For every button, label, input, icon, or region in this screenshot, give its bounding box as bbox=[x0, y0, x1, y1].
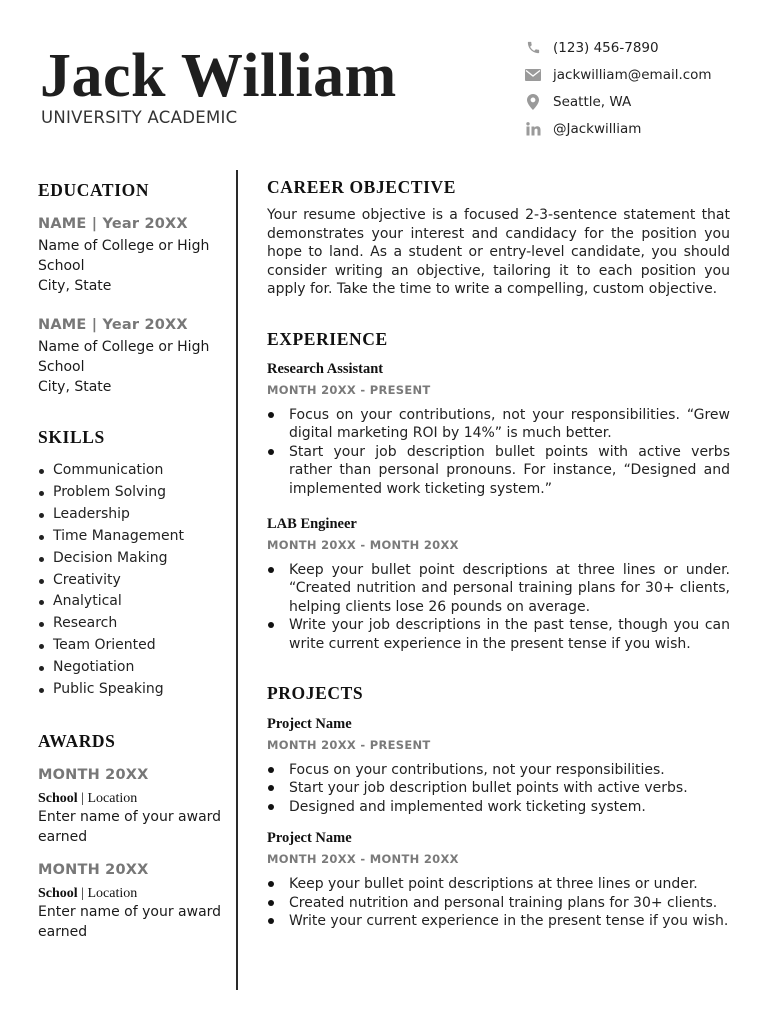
job-title: UNIVERSITY ACADEMIC bbox=[41, 108, 238, 127]
job-bullets bbox=[267, 561, 730, 653]
job-dates: MONTH 20XX - PRESENT bbox=[267, 382, 431, 397]
award-description: Enter name of your award earned bbox=[38, 808, 222, 845]
contact-linkedin bbox=[522, 115, 712, 142]
map-pin-icon bbox=[522, 94, 544, 110]
skill-item: Public Speaking bbox=[38, 679, 223, 701]
award-separator: | bbox=[81, 790, 84, 806]
education-heading: EDUCATION bbox=[38, 180, 150, 200]
education-name-year: NAME | Year 20XX bbox=[38, 216, 188, 232]
award-school-location bbox=[38, 790, 223, 807]
experience-heading: EXPERIENCE bbox=[267, 328, 388, 349]
skill-item: Time Management bbox=[38, 526, 223, 548]
skill-item: Decision Making bbox=[38, 548, 223, 570]
job-bullet: Start your job description bullet points with active verbs rather than personal pronouns. For instance, “Designed and implemented work ticketing system.” bbox=[267, 443, 730, 498]
award-entry bbox=[38, 765, 223, 847]
award-entry bbox=[38, 860, 223, 942]
job-bullet: Focus on your contributions, not your responsibilities. “Grew digital marketing ROI by 14%” is much better. bbox=[267, 406, 730, 443]
skill-item: Communication bbox=[38, 460, 223, 482]
job-role: Research Assistant bbox=[267, 360, 384, 377]
education-city: City, State bbox=[38, 278, 112, 294]
project-bullet: Created nutrition and personal training plans for 30+ clients. bbox=[267, 894, 730, 912]
award-location: Location bbox=[87, 790, 138, 806]
resume-name: Jack William bbox=[40, 42, 397, 110]
project-bullets bbox=[267, 761, 730, 816]
envelope-icon bbox=[522, 67, 544, 83]
skill-item: Negotiation bbox=[38, 657, 223, 679]
education-college: Name of College or High School bbox=[38, 339, 210, 375]
linkedin-handle: @Jackwilliam bbox=[553, 120, 642, 137]
skill-item: Analytical bbox=[38, 591, 223, 613]
project-bullet: Write your current experience in the present tense if you wish. bbox=[267, 912, 730, 930]
award-description: Enter name of your award earned bbox=[38, 903, 222, 940]
skill-item: Team Oriented bbox=[38, 635, 223, 657]
award-month: MONTH 20XX bbox=[38, 861, 149, 878]
award-school: School bbox=[38, 790, 78, 806]
award-school: School bbox=[38, 885, 78, 901]
project-bullet: Keep your bullet point descriptions at three lines or under. bbox=[267, 875, 730, 893]
job-bullet: Write your job descriptions in the past tense, though you can write current experience in the present tense if you wish. bbox=[267, 616, 730, 653]
skill-item: Problem Solving bbox=[38, 482, 223, 504]
award-location: Location bbox=[87, 885, 138, 901]
contact-block bbox=[522, 34, 712, 142]
location-text: Seattle, WA bbox=[553, 93, 632, 110]
job-bullet: Keep your bullet point descriptions at three lines or under. “Created nutrition and personal training plans for 30+ clients, helping clients lose 26 pounds on average. bbox=[267, 561, 730, 616]
award-school-location bbox=[38, 885, 223, 902]
left-column bbox=[38, 180, 223, 942]
education-name-year: NAME | Year 20XX bbox=[38, 317, 188, 333]
linkedin-icon bbox=[522, 121, 544, 137]
project-name: Project Name bbox=[267, 716, 352, 733]
column-divider bbox=[236, 170, 238, 990]
project-bullet: Start your job description bullet points with active verbs. bbox=[267, 779, 730, 797]
objective-text: Your resume objective is a focused 2-3-sentence statement that demonstrates your interest and candidacy for the position you hope to land. As a student or entry-level candidate, you should consider writing an objective, tailoring it to each position you apply for. Take the time to write a compelling, custom objective. bbox=[267, 207, 730, 298]
project-name: Project Name bbox=[267, 830, 352, 847]
project-bullet: Focus on your contributions, not your responsibilities. bbox=[267, 761, 730, 779]
contact-location bbox=[522, 88, 712, 115]
skill-item: Leadership bbox=[38, 504, 223, 526]
education-city: City, State bbox=[38, 379, 112, 395]
objective-heading: CAREER OBJECTIVE bbox=[267, 177, 457, 197]
skills-heading: SKILLS bbox=[38, 427, 105, 447]
email-address: jackwilliam@email.com bbox=[553, 66, 712, 83]
project-bullet: Designed and implemented work ticketing system. bbox=[267, 798, 730, 816]
job-bullets bbox=[267, 406, 730, 498]
experience-job bbox=[267, 359, 730, 498]
project-bullets bbox=[267, 875, 730, 930]
project-dates: MONTH 20XX - MONTH 20XX bbox=[267, 852, 459, 867]
project-dates: MONTH 20XX - PRESENT bbox=[267, 738, 431, 753]
project-entry bbox=[267, 828, 730, 930]
education-entry bbox=[38, 315, 223, 397]
skill-item: Research bbox=[38, 613, 223, 635]
projects-heading: PROJECTS bbox=[267, 683, 364, 704]
award-month: MONTH 20XX bbox=[38, 766, 149, 783]
skill-item: Creativity bbox=[38, 570, 223, 592]
education-entry bbox=[38, 214, 223, 296]
phone-icon bbox=[522, 40, 544, 56]
experience-job bbox=[267, 514, 730, 653]
skills-list bbox=[38, 460, 223, 701]
job-role: LAB Engineer bbox=[267, 516, 357, 532]
right-column bbox=[267, 177, 730, 930]
project-entry bbox=[267, 714, 730, 816]
education-college: Name of College or High School bbox=[38, 238, 210, 274]
phone-number: (123) 456-7890 bbox=[553, 39, 659, 56]
contact-email bbox=[522, 61, 712, 88]
award-separator: | bbox=[81, 885, 84, 901]
contact-phone bbox=[522, 34, 712, 61]
awards-heading: AWARDS bbox=[38, 730, 116, 751]
job-dates: MONTH 20XX - MONTH 20XX bbox=[267, 538, 459, 552]
